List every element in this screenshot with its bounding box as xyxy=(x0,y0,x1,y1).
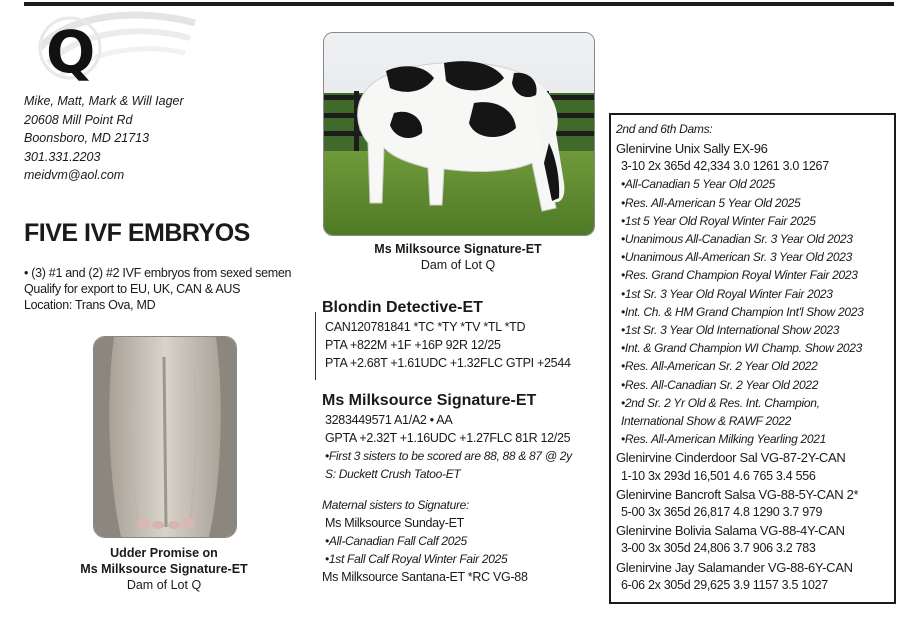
pedigree-record: 1-10 3x 293d 16,501 4.6 765 3.4 556 xyxy=(621,468,816,483)
pedigree-record: 5-00 3x 365d 26,817 4.8 1290 3.7 979 xyxy=(621,505,823,519)
lot-letter: Q xyxy=(46,18,96,86)
pedigree-record: 3-00 3x 305d 24,806 3.7 906 3.2 783 xyxy=(621,541,816,556)
pedigree-dam-name: Glenirvine Jay Salamander VG-88-6Y-CAN xyxy=(616,559,853,575)
pedigree-dam-name: Glenirvine Bolivia Salama VG-88-4Y-CAN xyxy=(616,523,845,539)
dam-cow-photo xyxy=(323,32,595,236)
pedigree-box xyxy=(609,113,896,604)
pedigree-dam-name: Glenirvine Bancroft Salsa VG-88-5Y-CAN 2* xyxy=(616,486,859,502)
udder-caption-line1: Udder Promise on xyxy=(110,546,218,560)
contact-city: Boonsboro, MD 21713 xyxy=(24,131,150,145)
udder-photo xyxy=(93,336,237,538)
pedigree-dam-name: Glenirvine Cinderdoor Sal VG-87-2Y-CAN xyxy=(616,450,846,466)
dam-line: GPTA +2.32T +1.16UDC +1.27FLC 81R 12/25 xyxy=(325,431,571,445)
pedigree-honor: International Show & RAWF 2022 xyxy=(621,414,791,428)
cow-photo-caption xyxy=(323,241,593,273)
pedigree-honor: •Unanimous All-American Sr. 3 Year Old 2023 xyxy=(621,250,852,265)
contact-names: Mike, Matt, Mark & Will Iager xyxy=(24,94,184,108)
description-line: • (3) #1 and (2) #2 IVF embryos from sexed semen xyxy=(24,266,292,280)
pedigree-record: 3-10 2x 365d 42,334 3.0 1261 3.0 1267 xyxy=(621,159,829,174)
pedigree-honor: •2nd Sr. 2 Yr Old & Res. Int. Champion, xyxy=(621,395,820,410)
pedigree-dam-name: Glenirvine Unix Sally EX-96 xyxy=(616,141,768,156)
sire-line: PTA +2.68T +1.61UDC +1.32FLC GTPI +2544 xyxy=(325,356,571,370)
description-line: Qualify for export to EU, UK, CAN & AUS xyxy=(24,282,241,296)
sire-line: PTA +822M +1F +16P 92R 12/25 xyxy=(325,338,501,352)
dam-line: 3283449571 A1/A2 • AA xyxy=(325,413,453,427)
pedigree-honor: •Res. All-American Milking Yearling 2021 xyxy=(621,432,826,447)
maternal-line: •1st Fall Calf Royal Winter Fair 2025 xyxy=(325,552,508,566)
cow-illustration xyxy=(324,33,594,235)
udder-caption-line2: Ms Milksource Signature-ET xyxy=(80,562,248,576)
pedigree-honor: •Int. Ch. & HM Grand Champion Int'l Show 2023 xyxy=(621,304,864,319)
maternal-heading: Maternal sisters to Signature: xyxy=(322,498,470,512)
pedigree-honor: •1st Sr. 3 Year Old International Show 2023 xyxy=(621,323,840,337)
pedigree-honor: •1st 5 Year Old Royal Winter Fair 2025 xyxy=(621,213,816,228)
contact-street: 20608 Mill Point Rd xyxy=(24,112,133,127)
lot-description xyxy=(24,265,291,313)
cow-caption-name: Ms Milksource Signature-ET xyxy=(374,242,542,256)
udder-illustration xyxy=(94,337,236,537)
pedigree-heading: 2nd and 6th Dams: xyxy=(616,122,713,136)
sire-name: Blondin Detective-ET xyxy=(322,299,483,316)
pedigree-honor: •Unanimous All-Canadian Sr. 3 Year Old 2023 xyxy=(621,232,853,246)
maternal-line: Ms Milksource Santana-ET *RC VG-88 xyxy=(322,570,528,584)
maternal-line: Ms Milksource Sunday-ET xyxy=(325,516,464,530)
pedigree-honor: •Res. All-American Sr. 2 Year Old 2022 xyxy=(621,359,818,374)
udder-photo-caption xyxy=(54,545,274,593)
sire-divider xyxy=(315,312,316,380)
pedigree-honor: •Int. & Grand Champion WI Champ. Show 2023 xyxy=(621,341,863,356)
description-line: Location: Trans Ova, MD xyxy=(24,298,156,312)
pedigree-record: 6-06 2x 305d 29,625 3.9 1157 3.5 1027 xyxy=(621,577,828,592)
dam-note: S: Duckett Crush Tatoo-ET xyxy=(325,467,461,481)
top-rule xyxy=(24,2,894,6)
udder-caption-sub: Dam of Lot Q xyxy=(126,578,202,592)
contact-block xyxy=(24,92,184,185)
pedigree-honor: •All-Canadian 5 Year Old 2025 xyxy=(621,177,776,192)
lot-headline: FIVE IVF EMBRYOS xyxy=(24,219,250,247)
contact-email[interactable]: meidvm@aol.com xyxy=(24,168,125,182)
cow-caption-sub: Dam of Lot Q xyxy=(420,258,496,272)
pedigree-honor: •Res. Grand Champion Royal Winter Fair 2023 xyxy=(621,268,858,283)
dam-name: Ms Milksource Signature-ET xyxy=(322,392,537,409)
pedigree-honor: •Res. All-American 5 Year Old 2025 xyxy=(621,195,801,210)
maternal-line: •All-Canadian Fall Calf 2025 xyxy=(325,534,467,548)
dam-note: •First 3 sisters to be scored are 88, 88 & 87 @ 2y xyxy=(325,449,572,463)
sire-line: CAN120781841 *TC *TY *TV *TL *TD xyxy=(325,320,526,334)
contact-phone: 301.331.2203 xyxy=(24,149,101,164)
pedigree-honor: •Res. All-Canadian Sr. 2 Year Old 2022 xyxy=(621,377,819,392)
pedigree-honor: •1st Sr. 3 Year Old Royal Winter Fair 2023 xyxy=(621,286,833,301)
